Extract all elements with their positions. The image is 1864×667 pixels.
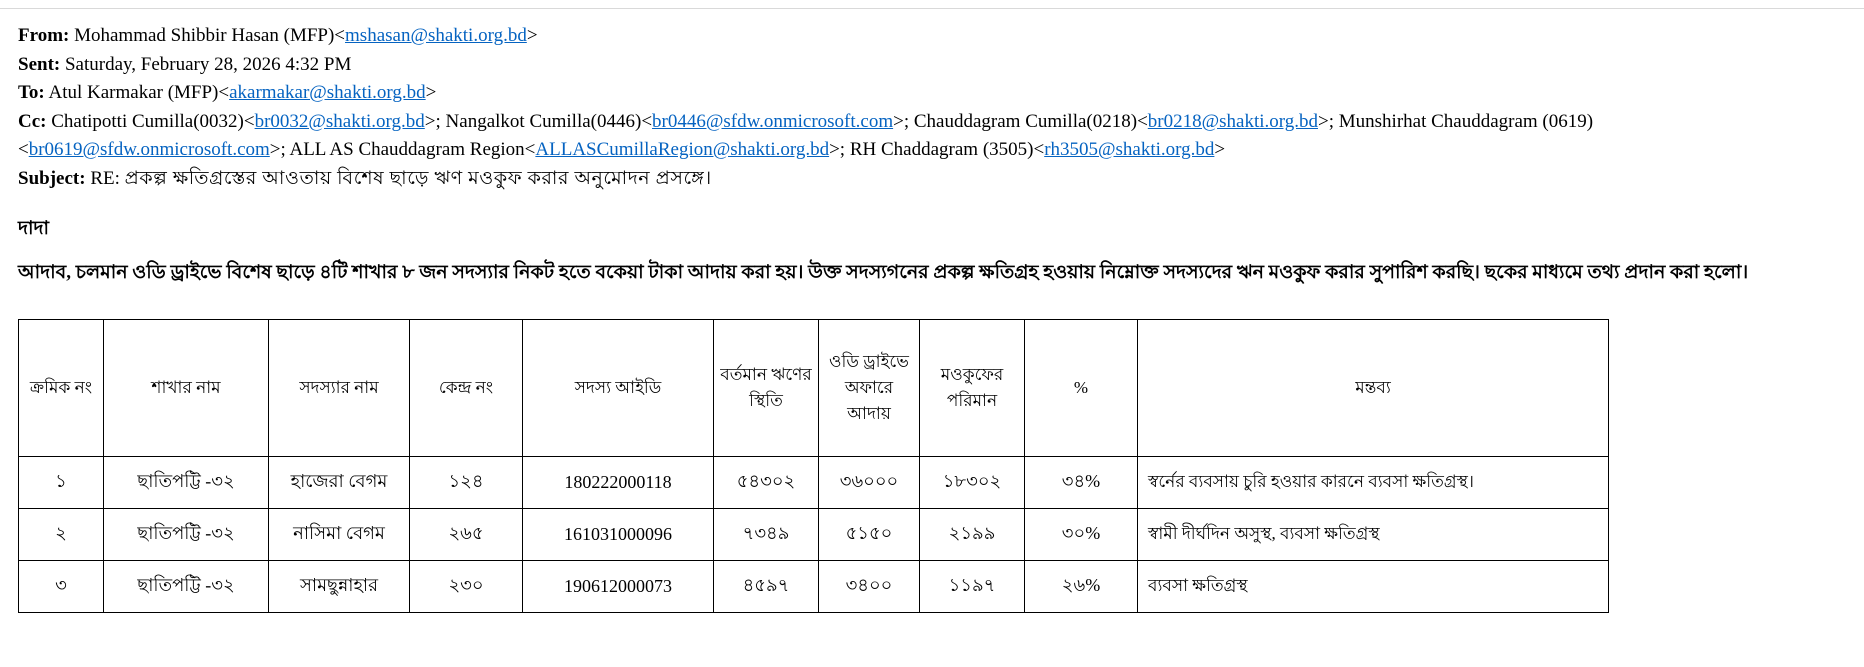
col-header-collected: ওডি ড্রাইভে অফারে আদায় <box>819 320 920 457</box>
subject-value: প্রকল্প ক্ষতিগ্রস্তের আওতায় বিশেষ ছাড়ে ঋণ মওকুফ করার অনুমোদন প্রসঙ্গে। <box>124 167 712 189</box>
col-header-waiver: মওকুফের পরিমান <box>920 320 1025 457</box>
from-email-link[interactable]: mshasan@shakti.org.bd <box>345 25 527 46</box>
sent-label: Sent: <box>18 53 61 75</box>
cell-center: ২৩০ <box>410 561 523 613</box>
cell-serial: ২ <box>19 509 104 561</box>
email-headers <box>18 0 1846 193</box>
cell-collected: ৩৬০০০ <box>819 457 920 509</box>
cc-entry-4-name: ALL AS Chauddagram Region <box>289 139 525 160</box>
header-cc: Cc: Chatipotti Cumilla(0032)<br0032@shakti.org.bd>; Nangalkot Cumilla(0446)<br0446@sfdw.onmicrosoft.com>; Chauddagram Cumilla(0218)<br0218@shakti.org.bd>; Munshirhat Chauddagram (0619) <br0619@sfdw.onmicrosoft.com>; ALL AS Chauddagram Region<ALLASCumillaRegion@shakti.org.bd>; RH Chaddagram (3505)<rh3505@shakti.org.bd> <box>18 110 1594 160</box>
cell-member: হাজেরা বেগম <box>269 457 410 509</box>
from-open-bracket: < <box>334 25 346 46</box>
cell-percent: ৩৪% <box>1025 457 1138 509</box>
cc-entry-5-name: RH Chaddagram (3505) <box>849 139 1034 160</box>
cell-current-balance: ৭৩৪৯ <box>714 509 819 561</box>
cc-entry-2-email-link[interactable]: br0218@shakti.org.bd <box>1147 110 1318 132</box>
cell-center: ১২৪ <box>410 457 523 509</box>
to-label: To: <box>18 82 45 103</box>
cc-entry-3-email-link[interactable]: br0619@sfdw.onmicrosoft.com <box>28 139 270 160</box>
to-open-bracket: < <box>218 82 230 103</box>
header-to <box>18 79 1846 108</box>
col-header-center: কেন্দ্র নং <box>410 320 523 457</box>
cell-serial: ৩ <box>19 561 104 613</box>
table-header-row <box>19 320 1609 457</box>
cell-member-id: 161031000096 <box>523 509 714 561</box>
cell-comment: স্বামী দীর্ঘদিন অসুস্থ, ব্যবসা ক্ষতিগ্রস্থ <box>1138 509 1609 561</box>
table-row <box>19 561 1609 613</box>
cell-serial: ১ <box>19 457 104 509</box>
cell-member: সামছুন্নাহার <box>269 561 410 613</box>
col-header-branch: শাখার নাম <box>104 320 269 457</box>
cc-entry-0-email-link[interactable]: br0032@shakti.org.bd <box>254 110 425 132</box>
cell-comment: ব্যবসা ক্ষতিগ্রস্থ <box>1138 561 1609 613</box>
col-header-comment: মন্তব্য <box>1138 320 1609 457</box>
col-header-percent: % <box>1025 320 1138 457</box>
to-close-bracket: > <box>425 82 437 103</box>
from-label: From: <box>18 25 70 46</box>
cc-entry-1-email-link[interactable]: br0446@sfdw.onmicrosoft.com <box>652 110 894 132</box>
cell-waiver: ১৮৩০২ <box>920 457 1025 509</box>
cc-entry-4-email-link[interactable]: ALLASCumillaRegion@shakti.org.bd <box>535 139 830 160</box>
table-row <box>19 457 1609 509</box>
cell-member-id: 180222000118 <box>523 457 714 509</box>
subject-label: Subject: <box>18 167 86 189</box>
cell-collected: ৫১৫০ <box>819 509 920 561</box>
cell-comment: স্বর্নের ব্যবসায় চুরি হওয়ার কারনে ব্যবসা ক্ষতিগ্রস্থ। <box>1138 457 1609 509</box>
cc-label: Cc: <box>18 110 47 132</box>
body-paragraph: আদাব, চলমান ওডি ড্রাইভে বিশেষ ছাড়ে ৪টি শাখার ৮ জন সদস্যার নিকট হতে বকেয়া টাকা আদায় করা হয়। উক্ত সদস্যগনের প্রকল্প ক্ষতিগ্রহ হওয়ায় নিম্নোক্ত সদস্যদের ঋন মওকুফ করার সুপারিশ করছি। ছকের মাধ্যমে তথ্য প্রদান করা হলো। <box>18 262 1749 283</box>
col-header-member: সদস্যার নাম <box>269 320 410 457</box>
cell-center: ২৬৫ <box>410 509 523 561</box>
header-from <box>18 22 1846 51</box>
col-header-member-id: সদস্য আইডি <box>523 320 714 457</box>
cell-collected: ৩৪০০ <box>819 561 920 613</box>
cc-entry-1-name: Nangalkot Cumilla(0446) <box>445 110 642 132</box>
cc-entry-2-name: Chauddagram Cumilla(0218) <box>913 110 1138 132</box>
table-row <box>19 509 1609 561</box>
col-header-current-balance: বর্তমান ঋণের স্থিতি <box>714 320 819 457</box>
cc-entry-3-name: Munshirhat Chauddagram (0619) <box>1338 110 1594 132</box>
to-name: Atul Karmakar (MFP) <box>48 82 219 103</box>
header-sent <box>18 51 1846 80</box>
subject-prefix: RE: <box>90 167 125 189</box>
col-header-serial: ক্রমিক নং <box>19 320 104 457</box>
cell-waiver: ২১৯৯ <box>920 509 1025 561</box>
from-name: Mohammad Shibbir Hasan (MFP) <box>74 25 335 46</box>
cell-member: নাসিমা বেগম <box>269 509 410 561</box>
from-close-bracket: > <box>526 25 538 46</box>
cell-current-balance: ৪৫৯৭ <box>714 561 819 613</box>
cc-entry-0-name: Chatipotti Cumilla(0032) <box>51 110 244 132</box>
cell-branch: ছাতিপট্টি -৩২ <box>104 509 269 561</box>
header-subject <box>18 165 1846 194</box>
top-divider <box>0 8 1864 9</box>
cell-branch: ছাতিপট্টি -৩২ <box>104 561 269 613</box>
cell-branch: ছাতিপট্টি -৩২ <box>104 457 269 509</box>
sent-value: Saturday, February 28, 2026 4:32 PM <box>64 53 352 75</box>
cc-entry-5-email-link[interactable]: rh3505@shakti.org.bd <box>1044 139 1215 160</box>
salutation: দাদা <box>18 218 49 239</box>
cell-waiver: ১১৯৭ <box>920 561 1025 613</box>
to-email-link[interactable]: akarmakar@shakti.org.bd <box>229 82 426 103</box>
cell-member-id: 190612000073 <box>523 561 714 613</box>
cell-current-balance: ৫৪৩০২ <box>714 457 819 509</box>
cell-percent: ৩০% <box>1025 509 1138 561</box>
cell-percent: ২৬% <box>1025 561 1138 613</box>
waiver-table <box>18 319 1609 613</box>
